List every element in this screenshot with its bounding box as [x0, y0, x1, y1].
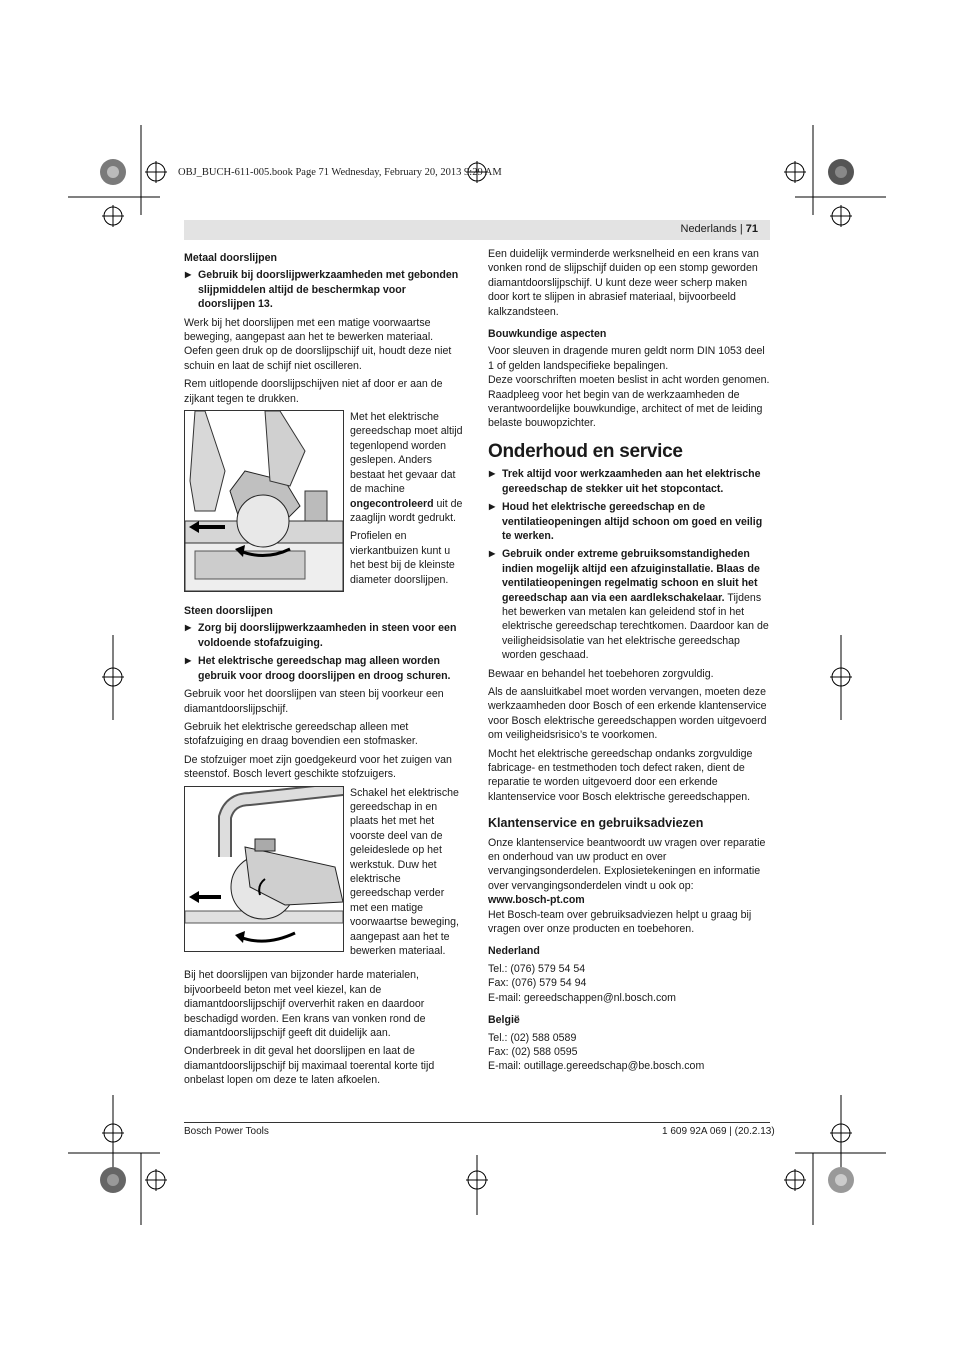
- paragraph: Gebruik het elektrische gereedschap alleen met stofafzuiging en draag bovendien een stofmasker.: [184, 720, 418, 748]
- paragraph: Rem uitlopende doorslijpschijven niet af door er aan de zijkant tegen te drukken.: [184, 378, 443, 405]
- left-column: [184, 247, 464, 1092]
- print-header: OBJ_BUCH-611-005.book Page 71 Wednesday, February 20, 2013 9:29 AM: [178, 167, 502, 178]
- paragraph: Deze voorschriften moeten beslist in acht worden genomen. Raadpleeg voor het begin van de werkzaamheden de verantwoordelijke bouwkundige, architect of met de leiding belaste bouwopzichter.: [488, 374, 770, 430]
- paragraph: Werk bij het doorslijpen met een matige voorwaartse beweging, aangepast aan het te bewerken materiaal. Oefen geen druk op de doorslijpschijf uit, houdt deze niet schuin en laat de schijf niet oscilleren.: [184, 316, 452, 372]
- section-title-bouwkundig: Bouwkundige aspecten: [488, 328, 607, 341]
- fig1-text-profielen: Profielen en vierkantbuizen kunt u het best bij de kleinste diameter doorslijpen.: [350, 530, 455, 586]
- nl-email[interactable]: E-mail: gereedschappen@nl.bosch.com: [488, 991, 677, 1004]
- paragraph: Onze klantenservice beantwoordt uw vragen over reparatie en onderhoud van uw product en over vervangingsonderdelen. Explosietekeningen en informatie over vervangingsonderdelen vindt u ook op:: [488, 836, 766, 892]
- footer-divider: [184, 1122, 770, 1123]
- bullet-onderhoud-2: ▶ Houd het elektrische gereedschap en de ventilatieopeningen altijd schoon om goed en veilig te werken.: [488, 500, 770, 543]
- bullet-steen-2: ▶ Het elektrische gereedschap mag alleen worden gebruik voor droog doorslijpen en droog schuren.: [184, 654, 464, 683]
- heading-onderhoud: Onderhoud en service: [488, 440, 683, 462]
- be-email[interactable]: E-mail: outillage.gereedschap@be.bosch.com: [488, 1060, 705, 1073]
- country-belgie: België: [488, 1014, 520, 1027]
- heading-klantenservice: Klantenservice en gebruiksadviezen: [488, 816, 704, 831]
- be-fax: Fax: (02) 588 0595: [488, 1045, 578, 1058]
- paragraph: Bij het doorslijpen van bijzonder harde materialen, bijvoorbeeld beton met veel kiezel, kan de diamantdoorslijpschijf oververhit raken en daardoor beschadigd worden. Een krans van vonken rond de diamantdoorslijpschijf geeft dit duidelijk aan.: [184, 969, 426, 1040]
- grinder-dust-extraction-illustration: [185, 787, 343, 951]
- paragraph: Mocht het elektrische gereedschap ondanks zorgvuldige fabricage- en testmethoden toch defect raken, dient de reparatie te worden uitgevoerd door een erkende klantenservice voor Bosch elektrische gereedschappen.: [488, 747, 753, 803]
- nl-fax: Fax: (076) 579 54 94: [488, 977, 587, 990]
- country-nederland: Nederland: [488, 945, 540, 958]
- figure-row-steen: [184, 786, 464, 959]
- section-title-steen: Steen doorslijpen: [184, 605, 273, 618]
- footer-docnumber: 1 609 92A 069 | (20.2.13): [662, 1126, 775, 1137]
- header-language: Nederlands: [680, 223, 737, 235]
- figure-grinder-stone: [184, 786, 344, 952]
- fig1-text-bold: ongecontroleerd: [350, 497, 434, 510]
- be-tel: Tel.: (02) 588 0589: [488, 1031, 577, 1044]
- paragraph: Voor sleuven in dragende muren geldt norm DIN 1053 deel 1 of gelden landspecifieke bepalingen.: [488, 345, 765, 372]
- fig1-text: Met het elektrische gereedschap moet altijd tegenlopend worden geslepen. Anders bestaat het gevaar dat de machine: [350, 411, 463, 496]
- bullet-onderhoud-3: ▶ Gebruik onder extreme gebruiksomstandigheden indien mogelijk altijd een afzuiginstallatie. Blaas de ventilatieopeningen regelmatig schoon en sluit het gereedschap aan via een aardlekschakelaar. Tijdens het bewerken van metalen kan geleidend stof in het elektrische gereedschap terechtkomen. Daardoor kan de veiligheidsisolatie van het elektrische gereedschap worden geschaad.: [488, 547, 770, 662]
- nl-tel: Tel.: (076) 579 54 54: [488, 962, 586, 975]
- bullet-onderhoud-1: ▶ Trek altijd voor werkzaamheden aan het elektrische gereedschap de stekker uit het stopcontact.: [488, 467, 770, 496]
- color-patch-tl: [100, 159, 126, 185]
- paragraph: Als de aansluitkabel moet worden vervangen, moeten deze werkzaamheden door Bosch of een erkende klantenservice voor Bosch elektrische gereedschappen worden uitgevoerd om veiligheidsrisico’s te voorkomen.: [488, 685, 767, 742]
- fig2-text: Schakel het elektrische gereedschap in en plaats het met het voorste deel van de geleideslede op het werkstuk. Duw het elektrische gereedschap verder met een matige voorwaartse beweging, aangepast aan het te bewerken materiaal.: [350, 786, 459, 957]
- registration-mark-tl: [145, 161, 167, 183]
- figure-grinder-metal: [184, 410, 344, 592]
- bullet-metaal: ▶ Gebruik bij doorslijpwerkzaamheden met gebonden slijpmiddelen altijd de beschermkap voor doorslijpen 13.: [184, 268, 464, 311]
- grinder-cutting-illustration: [185, 411, 343, 591]
- footer-brand: Bosch Power Tools: [184, 1126, 269, 1137]
- bullet-steen-1: ▶ Zorg bij doorslijpwerkzaamheden in steen voor een voldoende stofafzuiging.: [184, 621, 464, 650]
- page-number: 71: [745, 223, 758, 235]
- paragraph: Een duidelijk verminderde werksnelheid en een krans van vonken rond de slijpschijf duiden op een stomp geworden diamantdoorslijpschijf. U kunt deze weer scherp maken door kort te slijpen in abrasief materiaal, bijvoorbeeld kalkzandsteen.: [488, 248, 759, 318]
- figure-row-metaal: Met het elektrische gereedschap moet altijd tegenlopend worden geslepen. Anders bestaat het gevaar dat de machine ongecontroleerd uit de zaaglijn wordt gedrukt. Profielen en vierkantbuizen kunt u het best bij de kleinste diameter doorslijpen.: [184, 410, 464, 592]
- section-title-metaal: Metaal doorslijpen: [184, 252, 278, 264]
- running-header: Nederlands | 71: [184, 220, 770, 240]
- right-column: [488, 247, 770, 1074]
- paragraph: Bewaar en behandel het toebehoren zorgvuldig.: [488, 667, 714, 680]
- paragraph: Onderbreek in dit geval het doorslijpen en laat de diamantdoorslijpschijf bij maximaal toerental korte tijd onbelast lopen om deze te laten afkoelen.: [184, 1045, 435, 1087]
- paragraph: Het Bosch-team over gebruiksadviezen helpt u graag bij vragen over onze producten en toebehoren.: [488, 908, 752, 936]
- paragraph: De stofzuiger moet zijn goedgekeurd voor het zuigen van steenstof. Bosch levert geschikte stofzuigers.: [184, 753, 452, 781]
- url-link[interactable]: www.bosch-pt.com: [488, 894, 585, 907]
- paragraph: Gebruik voor het doorslijpen van steen bij voorkeur een diamantdoorslijpschijf.: [184, 688, 444, 715]
